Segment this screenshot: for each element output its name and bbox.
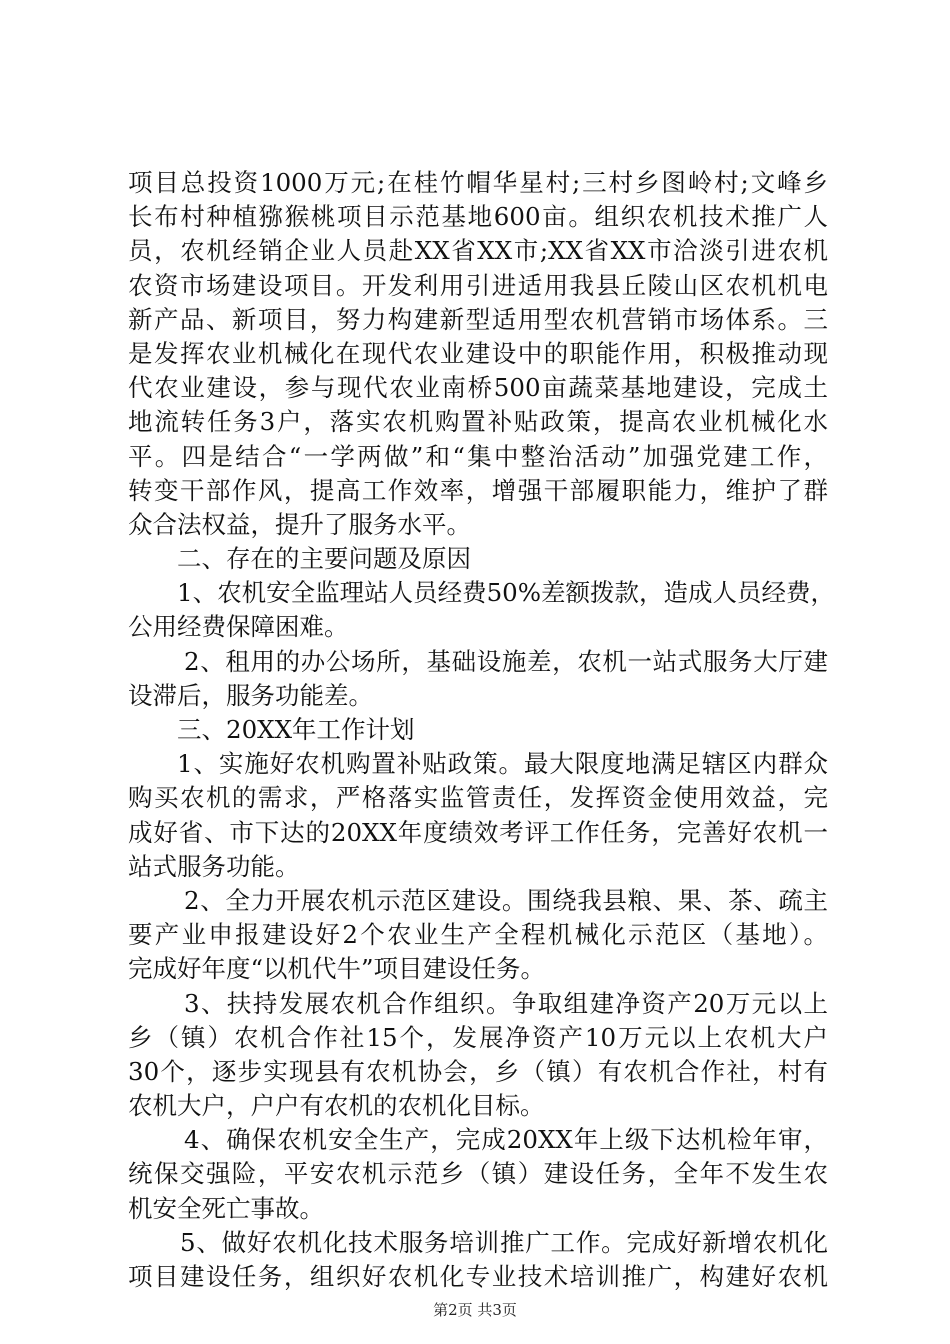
document-body [128,166,836,1294]
paragraph-line: 长布村种植猕猴桃项目示范基地600亩。组织农机技术推广人 [128,202,828,232]
paragraph-line: 站式服务功能。 [128,851,300,881]
paragraph-line: 30个，逐步实现县有农机协会，乡（镇）有农机合作社，村有 [128,1056,828,1086]
paragraph-line: 成好省、市下达的20XX年度绩效考评工作任务，完善好农机一 [128,817,828,847]
paragraph-line: 4、确保农机安全生产，完成20XX年上级下达机检年审， [184,1125,828,1155]
paragraph-line: 员，农机经销企业人员赴XX省XX市;XX省XX市洽淡引进农机 [128,236,828,266]
paragraph-line: 平。四是结合“一学两做”和“集中整治活动”加强党建工作， [128,441,828,471]
paragraph-line: 项目建设任务，组织好农机化专业技术培训推广，构建好农机 [128,1262,828,1291]
paragraph-line: 农资市场建设项目。开发利用引进适用我县丘陵山区农机机电 [128,270,828,300]
page-footer: 第2页 共3页 [433,1301,517,1319]
section-heading: 二、存在的主要问题及原因 [177,544,471,574]
paragraph-line: 农机大户，户户有农机的农机化目标。 [128,1091,545,1121]
paragraph-line: 1、实施好农机购置补贴政策。最大限度地满足辖区内群众 [177,749,828,779]
paragraph-line: 2、租用的办公场所，基础设施差，农机一站式服务大厅建 [184,646,828,676]
paragraph-line: 众合法权益，提升了服务水平。 [128,509,471,539]
paragraph-line: 乡（镇）农机合作社15个，发展净资产10万元以上农机大户 [128,1022,828,1052]
paragraph-line: 设滞后，服务功能差。 [128,680,373,710]
paragraph-line: 3、扶持发展农机合作组织。争取组建净资产20万元以上 [184,988,828,1018]
paragraph-line: 地流转任务3户，落实农机购置补贴政策，提高农业机械化水 [128,407,828,437]
paragraph-line: 项目总投资1000万元;在桂竹帽华星村;三村乡图岭村;文峰乡 [128,168,828,197]
paragraph-line: 5、做好农机化技术服务培训推广工作。完成好新增农机化 [180,1227,828,1257]
paragraph-line: 1、农机安全监理站人员经费50%差额拨款，造成人员经费， [177,578,836,608]
paragraph-line: 完成好年度“以机代牛”项目建设任务。 [128,954,546,984]
paragraph-line: 代农业建设，参与现代农业南桥500亩蔬菜基地建设，完成土 [128,373,828,403]
paragraph-line: 转变干部作风，提高工作效率，增强干部履职能力，维护了群 [128,475,828,505]
paragraph-line: 是发挥农业机械化在现代农业建设中的职能作用，积极推动现 [128,338,828,368]
paragraph-line: 机安全死亡事故。 [128,1193,324,1223]
paragraph-line: 新产品、新项目，努力构建新型适用型农机营销市场体系。三 [128,304,828,334]
paragraph-line: 公用经费保障困难。 [128,612,349,642]
section-heading: 三、20XX年工作计划 [177,715,415,744]
paragraph-line: 统保交强险，平安农机示范乡（镇）建设任务，全年不发生农 [128,1159,828,1189]
paragraph-line: 2、全力开展农机示范区建设。围绕我县粮、果、茶、疏主 [184,885,828,915]
paragraph-line: 要产业申报建设好2个农业生产全程机械化示范区（基地）。 [128,920,828,950]
paragraph-line: 购买农机的需求，严格落实监管责任，发挥资金使用效益，完 [128,783,828,813]
